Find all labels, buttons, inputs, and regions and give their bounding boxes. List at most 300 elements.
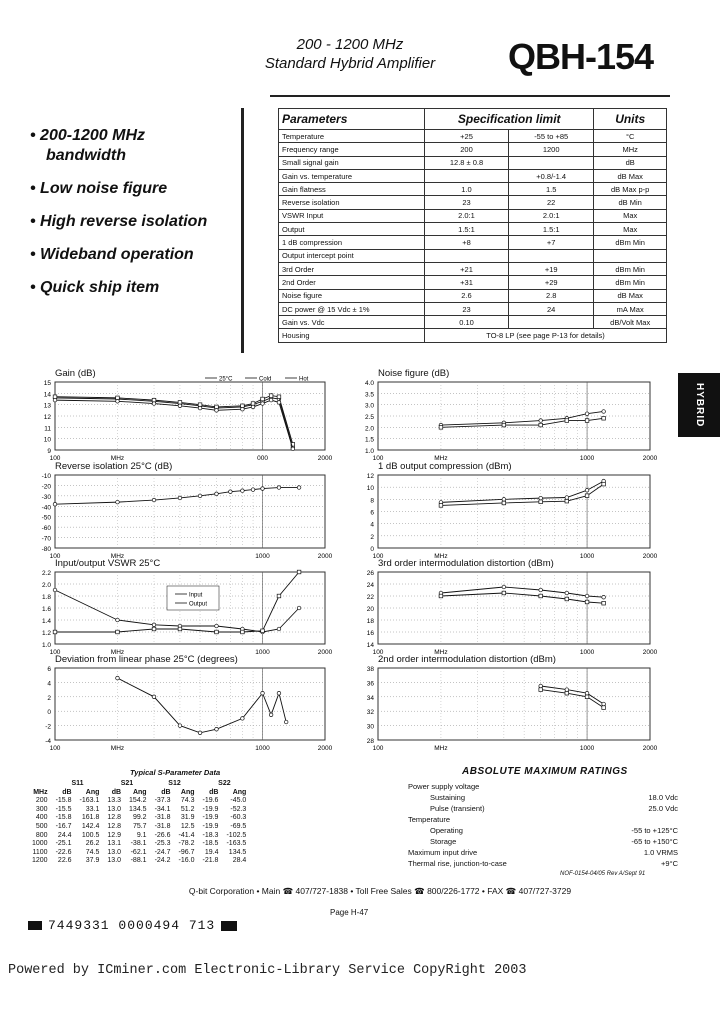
data-point — [602, 702, 606, 706]
spec-unit: mA Max — [594, 302, 667, 315]
data-point — [261, 487, 265, 491]
x-tick-label: 100 — [372, 649, 384, 656]
sparam-cell: -15.5 — [55, 805, 72, 813]
sparam-cell: -19.9 — [202, 822, 219, 830]
plot-frame — [55, 475, 325, 548]
sparam-row — [28, 840, 250, 849]
spec-row — [279, 316, 667, 329]
spec-unit: dB Max — [594, 169, 667, 182]
vswr-chart-title: Input/output VSWR 25°C — [55, 558, 161, 569]
spec-unit: dB Max — [594, 289, 667, 302]
data-point — [602, 601, 606, 605]
data-point — [439, 426, 443, 430]
y-tick-label: 1.0 — [364, 448, 374, 455]
y-tick-label: 16 — [366, 630, 374, 637]
spec-param: Output — [279, 223, 425, 236]
spec-housing-value: TO-8 LP (see page P-13 for details) — [425, 329, 667, 342]
y-tick-label: 38 — [366, 666, 374, 673]
feature-isolation: • High reverse isolation — [30, 213, 208, 230]
spec-typ: +21 — [425, 262, 509, 275]
y-tick-label: -50 — [41, 514, 51, 522]
x-tick-label: MHz — [434, 649, 448, 656]
sparam-cell: 13.0 — [107, 848, 122, 856]
y-tick-label: 13 — [43, 402, 51, 410]
legend-label: Input — [189, 592, 203, 599]
spec-typ: +25 — [425, 130, 509, 143]
data-point — [215, 727, 219, 731]
product-description: Standard Hybrid Amplifier — [264, 55, 436, 72]
y-tick-label: 0 — [370, 546, 374, 553]
data-point — [565, 419, 569, 423]
sparam-row — [28, 797, 250, 806]
data-point — [539, 688, 543, 692]
y-tick-label: 1.4 — [41, 618, 51, 625]
spec-typ: 2.0:1 — [425, 209, 509, 222]
spec-unit: dB/Volt Max — [594, 316, 667, 329]
rating-value: +9°C — [661, 859, 678, 868]
y-tick-label: -80 — [41, 546, 51, 553]
spec-row — [279, 169, 667, 182]
sparam-cell: -25.1 — [55, 840, 72, 848]
x-tick-label: 100 — [372, 455, 384, 462]
rating-row — [408, 858, 678, 869]
data-point — [152, 695, 156, 699]
data-point — [53, 502, 57, 506]
y-tick-label: 6 — [47, 666, 51, 673]
spec-unit: dBm Min — [594, 236, 667, 249]
im2-chart-title: 2nd order intermodulation distortion (dBm) — [378, 654, 556, 665]
data-point — [297, 570, 301, 574]
sparam-cell: 500 — [35, 822, 48, 830]
spec-row — [279, 130, 667, 143]
series-line-1 — [441, 587, 604, 597]
sparam-cell: -19.9 — [202, 814, 219, 822]
y-tick-label: 2.0 — [41, 582, 51, 589]
x-tick-label: 2000 — [642, 649, 658, 656]
spec-param: Frequency range — [279, 143, 425, 156]
sparam-cell: -31.8 — [154, 822, 171, 830]
x-tick-label: 000 — [257, 455, 268, 462]
compression-chart — [348, 475, 660, 568]
rating-value: 25.0 Vdc — [648, 804, 678, 813]
spec-head-units: Units — [594, 109, 667, 130]
y-tick-label: 1.8 — [41, 594, 51, 601]
y-tick-label: 1.0 — [41, 642, 51, 649]
data-point — [269, 398, 273, 402]
x-tick-label: MHz — [434, 745, 448, 752]
y-tick-label: 22 — [366, 594, 374, 601]
spec-limit: +19 — [508, 262, 593, 275]
data-point — [178, 404, 182, 408]
y-tick-label: -30 — [41, 493, 51, 501]
data-point — [502, 585, 506, 589]
spec-param: 1 dB compression — [279, 236, 425, 249]
x-tick-label: MHz — [110, 455, 125, 462]
y-tick-label: 0 — [47, 709, 51, 717]
sparam-cell: 13.0 — [107, 857, 122, 865]
spec-typ: 12.8 ± 0.8 — [425, 156, 509, 169]
sparam-cell: -15.8 — [55, 797, 72, 805]
data-point — [284, 720, 288, 724]
x-tick-label: MHz — [434, 455, 448, 462]
x-tick-label: 100 — [372, 745, 384, 752]
sparam-col-header: dB — [161, 788, 171, 796]
x-tick-label: 2000 — [642, 745, 658, 752]
sparam-cell: -45.0 — [230, 797, 247, 805]
spec-typ: 1.0 — [425, 183, 509, 196]
spec-head-params: Parameters — [279, 109, 425, 130]
barcode-mark-right — [221, 921, 237, 931]
spec-typ: +8 — [425, 236, 509, 249]
sparam-group: S11 — [71, 780, 84, 787]
y-tick-label: -20 — [41, 483, 51, 491]
sparam-cell: -96.7 — [178, 848, 195, 856]
sparam-cell: 12.8 — [107, 822, 122, 830]
x-tick-label: 1000 — [579, 745, 595, 752]
x-tick-label: 1000 — [255, 745, 270, 752]
sparam-col-header: Ang — [232, 788, 247, 796]
y-tick-label: 6 — [370, 509, 374, 517]
data-point — [116, 676, 120, 680]
data-point — [585, 600, 589, 604]
data-point — [198, 731, 202, 735]
rating-label: Thermal rise, junction-to-case — [408, 859, 507, 868]
data-point — [585, 488, 589, 492]
spec-param: Temperature — [279, 130, 425, 143]
data-point — [297, 486, 301, 490]
isolation-chart — [25, 475, 335, 568]
spec-head-limit: Specification limit — [425, 109, 594, 130]
data-point — [585, 695, 589, 699]
data-point — [241, 489, 245, 493]
data-point — [251, 488, 255, 492]
y-tick-label: 10 — [366, 485, 374, 493]
rating-label: Maximum input drive — [408, 848, 478, 857]
rating-label: Sustaining — [430, 793, 466, 802]
data-point — [116, 500, 120, 504]
data-point — [53, 630, 57, 634]
sparam-cell: -19.9 — [202, 805, 219, 813]
sparam-cell: 12.9 — [107, 831, 122, 839]
data-point — [439, 594, 443, 598]
spec-typ: 200 — [425, 143, 509, 156]
sparam-cell: 300 — [35, 805, 48, 813]
vswr-chart — [25, 572, 335, 664]
spec-limit: 24 — [508, 302, 593, 315]
sparam-cell: -102.5 — [226, 831, 247, 839]
sparam-group: S21 — [120, 780, 134, 787]
data-point — [215, 409, 219, 413]
y-tick-label: 14 — [366, 642, 374, 649]
data-point — [277, 594, 281, 598]
data-point — [585, 494, 589, 498]
sparam-cell: -21.8 — [202, 857, 219, 865]
x-tick-label: MHz — [110, 649, 125, 656]
sparam-row — [28, 857, 250, 866]
feature-divider — [241, 108, 244, 353]
data-point — [602, 482, 606, 486]
y-tick-label: 8 — [370, 497, 374, 505]
sparam-cell: -62.1 — [130, 848, 147, 856]
sparam-cell: 31.9 — [180, 814, 195, 822]
data-point — [277, 486, 281, 490]
series-line-1 — [117, 678, 286, 733]
sparam-cell: -19.6 — [202, 797, 219, 805]
spec-row — [279, 236, 667, 249]
isolation-chart-title: Reverse isolation 25°C (dB) — [55, 461, 173, 472]
data-point — [539, 500, 543, 504]
sparam-cell: 13.1 — [107, 840, 122, 848]
spec-typ: 23 — [425, 302, 509, 315]
series-line-2 — [441, 418, 604, 427]
sparam-cell: -38.1 — [130, 840, 147, 848]
im3-chart-title: 3rd order intermodulation distortion (dBm) — [378, 558, 554, 569]
spec-unit: Max — [594, 223, 667, 236]
sparam-cell: -16.0 — [178, 857, 195, 865]
spec-typ: 0.10 — [425, 316, 509, 329]
rating-row — [408, 847, 678, 858]
y-tick-label: 3.5 — [364, 391, 374, 399]
data-point — [565, 691, 569, 695]
sparam-row — [28, 832, 250, 841]
sparam-cell: -52.3 — [230, 805, 247, 813]
data-point — [602, 410, 606, 414]
compression-chart-title: 1 dB output compression (dBm) — [378, 461, 512, 472]
page-number: Page H-47 — [330, 908, 369, 917]
sparam-cell: -25.3 — [154, 840, 171, 848]
y-tick-label: -4 — [45, 738, 51, 745]
spec-typ: 2.6 — [425, 289, 509, 302]
data-point — [602, 416, 606, 420]
feature-quickship: • Quick ship item — [30, 279, 160, 296]
y-tick-label: 2 — [47, 694, 51, 702]
data-point — [539, 496, 543, 500]
data-point — [539, 588, 543, 592]
sparam-row — [28, 823, 250, 832]
sparam-cell: -15.8 — [55, 814, 72, 822]
x-tick-label: MHz — [110, 553, 125, 560]
spec-limit — [508, 316, 593, 329]
sparam-cell: 800 — [35, 831, 48, 839]
sparam-col-header: dB — [62, 788, 72, 796]
sparam-cell: 99.2 — [132, 814, 147, 822]
spec-param: Gain vs. temperature — [279, 169, 425, 182]
sparam-group: S22 — [218, 780, 231, 787]
sparam-cell: -31.8 — [154, 814, 171, 822]
data-point — [502, 591, 506, 595]
data-point — [116, 618, 120, 622]
x-tick-label: 100 — [49, 745, 61, 752]
data-point — [602, 706, 606, 710]
x-tick-label: 100 — [49, 649, 61, 656]
data-point — [565, 499, 569, 503]
gain-chart — [25, 376, 335, 470]
x-tick-label: 2000 — [317, 553, 333, 560]
sparam-cell: 33.1 — [85, 805, 100, 813]
y-tick-label: 3.0 — [364, 402, 374, 410]
powered-by-notice: Powered by ICminer.com Electronic-Library Service CopyRight 2003 — [8, 963, 527, 978]
data-point — [277, 691, 281, 695]
x-tick-label: 1000 — [579, 455, 595, 462]
series-line-2 — [541, 690, 604, 708]
data-point — [277, 401, 281, 405]
spec-limit: 2.8 — [508, 289, 593, 302]
rating-label: Pulse (transient) — [430, 804, 485, 813]
y-tick-label: -10 — [41, 473, 51, 480]
sparam-cell: 74.5 — [85, 848, 100, 856]
data-point — [439, 504, 443, 508]
spec-row — [279, 209, 667, 222]
data-point — [152, 627, 156, 631]
y-tick-label: 2 — [370, 533, 374, 541]
sparam-cell: -88.1 — [130, 857, 147, 865]
spec-housing-label: Housing — [279, 329, 425, 342]
y-tick-label: 10 — [43, 436, 51, 444]
sparam-col-header: Ang — [180, 788, 195, 796]
sparam-cell: 142.4 — [81, 822, 100, 830]
document-reference: NOF-0154-04/05 Rev A/Sept 91 — [560, 871, 646, 877]
x-tick-label: 100 — [49, 455, 61, 462]
data-point — [277, 627, 281, 631]
spec-row — [279, 289, 667, 302]
spec-param: Reverse isolation — [279, 196, 425, 209]
im3-chart — [348, 572, 660, 664]
data-point — [502, 423, 506, 427]
sparam-cell: -18.5 — [202, 840, 219, 848]
legend-label: 25°C — [219, 376, 233, 383]
catalog-barcode — [28, 918, 237, 933]
x-tick-label: 100 — [372, 553, 384, 560]
rating-label: Temperature — [408, 815, 451, 824]
sparam-row — [28, 849, 250, 858]
legend-label: Cold — [259, 376, 272, 383]
data-point — [53, 588, 57, 592]
sparam-cell: -16.7 — [55, 822, 72, 830]
header-rule — [270, 95, 670, 97]
spec-limit: 2.0:1 — [508, 209, 593, 222]
y-tick-label: 11 — [44, 425, 51, 433]
phase-chart — [25, 668, 335, 760]
spec-limit: -55 to +85 — [508, 130, 593, 143]
frequency-range-heading: 200 - 1200 MHz — [296, 36, 404, 53]
sparam-cell: -24.7 — [154, 848, 171, 856]
rating-label: Power supply voltage — [408, 782, 480, 791]
data-point — [215, 492, 219, 496]
rating-value: -65 to +150°C — [631, 837, 678, 846]
data-point — [215, 630, 219, 634]
data-point — [269, 394, 273, 398]
sparam-cell: 51.2 — [180, 805, 195, 813]
rating-row — [408, 803, 678, 814]
hybrid-section-tab: HYBRID — [678, 373, 720, 437]
spec-row — [279, 183, 667, 196]
sparam-cell: 1100 — [32, 848, 48, 856]
data-point — [585, 412, 589, 416]
sparam-cell: -18.3 — [202, 831, 219, 839]
im2-chart — [348, 668, 660, 760]
y-tick-label: 1.2 — [41, 630, 51, 637]
x-tick-label: 2000 — [317, 649, 333, 656]
spec-typ: +31 — [425, 276, 509, 289]
sparam-col-header: dB — [111, 788, 122, 796]
y-tick-label: 15 — [43, 380, 51, 387]
sparam-cell: -163.1 — [79, 797, 100, 805]
sparam-cell: 19.4 — [204, 848, 219, 856]
sparam-cell: -69.5 — [230, 822, 247, 830]
sparam-cell: -60.3 — [230, 814, 247, 822]
sparam-cell: -163.5 — [226, 840, 247, 848]
spec-row — [279, 156, 667, 169]
sparam-cell: 28.4 — [232, 857, 247, 865]
spec-typ — [425, 249, 509, 262]
sparam-cell: 1200 — [32, 857, 48, 865]
data-point — [116, 630, 120, 634]
y-tick-label: 28 — [366, 738, 374, 745]
spec-row — [279, 196, 667, 209]
spec-unit: °C — [594, 130, 667, 143]
spec-row — [279, 143, 667, 156]
y-tick-label: 24 — [366, 582, 374, 589]
specification-table — [278, 108, 667, 343]
y-tick-label: 32 — [366, 709, 374, 717]
data-point — [53, 398, 57, 402]
data-point — [269, 713, 273, 717]
data-point — [261, 402, 265, 406]
data-point — [565, 496, 569, 500]
y-tick-label: 26 — [366, 570, 374, 577]
x-tick-label: 1000 — [579, 553, 595, 560]
x-tick-label: MHz — [434, 553, 448, 560]
sparam-cell: 74.3 — [180, 797, 195, 805]
y-tick-label: 4 — [370, 521, 374, 529]
x-tick-label: MHz — [110, 745, 125, 752]
spec-limit: 1.5 — [508, 183, 593, 196]
spec-typ: 1.5:1 — [425, 223, 509, 236]
spec-limit: +29 — [508, 276, 593, 289]
series-line-3 — [55, 400, 293, 449]
sparam-cell: -26.6 — [154, 831, 171, 839]
data-point — [215, 624, 219, 628]
y-tick-label: 2.2 — [41, 570, 51, 577]
y-tick-label: 1.5 — [364, 436, 374, 444]
sparam-cell: 13.0 — [107, 805, 122, 813]
y-tick-label: -2 — [45, 723, 51, 731]
sparam-group: S12 — [168, 780, 181, 787]
data-point — [539, 594, 543, 598]
rating-label: Operating — [430, 826, 463, 835]
spec-param: Gain vs. Vdc — [279, 316, 425, 329]
y-tick-label: 18 — [366, 618, 374, 625]
data-point — [502, 498, 506, 502]
data-point — [198, 406, 202, 410]
data-point — [178, 627, 182, 631]
data-point — [152, 498, 156, 502]
data-point — [585, 691, 589, 695]
data-point — [178, 496, 182, 500]
spec-unit — [594, 249, 667, 262]
y-tick-label: -40 — [41, 504, 51, 512]
sparam-cell: 26.2 — [85, 840, 100, 848]
rating-value: -55 to +125°C — [631, 826, 678, 835]
sparam-cell: 24.4 — [57, 831, 72, 839]
spec-typ: 23 — [425, 196, 509, 209]
spec-unit: dB Min — [594, 196, 667, 209]
x-tick-label: 2000 — [317, 745, 333, 752]
y-tick-label: 12 — [43, 414, 51, 421]
spec-param: 2nd Order — [279, 276, 425, 289]
sparam-cell: 13.3 — [107, 797, 122, 805]
noise-chart — [348, 382, 660, 470]
